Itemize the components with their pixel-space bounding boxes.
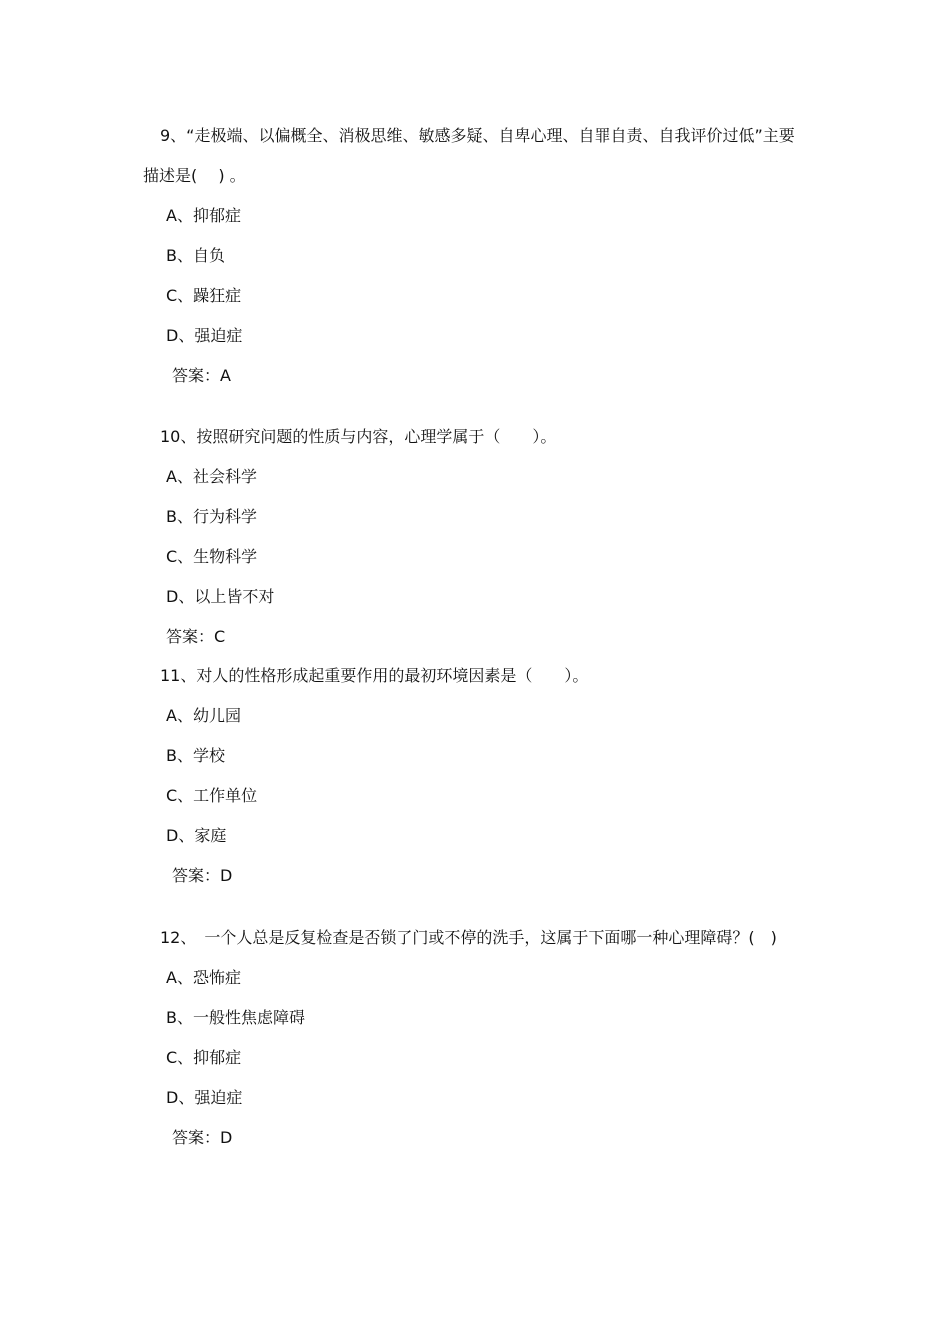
question-9-option-d: D、强迫症 <box>166 326 243 345</box>
question-12-option-b: B、一般性焦虑障碍 <box>166 1008 305 1027</box>
question-12-option-c: C、抑郁症 <box>166 1048 242 1067</box>
question-10-option-c: C、生物科学 <box>166 547 258 566</box>
question-11-answer: 答案：D <box>172 866 233 885</box>
question-12-answer: 答案：D <box>172 1128 233 1147</box>
question-12-stem: 12、 一个人总是反复检查是否锁了门或不停的洗手，这属于下面哪一种心理障碍？( ) <box>160 928 777 947</box>
question-10-option-a: A、社会科学 <box>166 467 257 486</box>
question-12-option-a: A、恐怖症 <box>166 968 241 987</box>
question-9-answer: 答案：A <box>172 366 231 385</box>
question-9-stem-continued: 描述是( ) 。 <box>143 166 246 185</box>
question-11-option-d: D、家庭 <box>166 826 227 845</box>
question-11-option-a: A、幼儿园 <box>166 706 241 725</box>
question-11-stem: 11、对人的性格形成起重要作用的最初环境因素是（ ）。 <box>160 666 589 685</box>
question-9-option-a: A、抑郁症 <box>166 206 241 225</box>
question-10-stem: 10、按照研究问题的性质与内容，心理学属于（ ）。 <box>160 427 557 446</box>
question-11-option-c: C、工作单位 <box>166 786 258 805</box>
question-9-stem: 9、“走极端、以偏概全、消极思维、敏感多疑、自卑心理、自罪自责、自我评价过低”主要 <box>160 126 795 145</box>
question-10-option-d: D、以上皆不对 <box>166 587 275 606</box>
question-9-option-b: B、自负 <box>166 246 225 265</box>
question-10-answer: 答案：C <box>166 627 226 646</box>
question-12-option-d: D、强迫症 <box>166 1088 243 1107</box>
question-10-option-b: B、行为科学 <box>166 507 257 526</box>
question-9-option-c: C、躁狂症 <box>166 286 242 305</box>
question-11-option-b: B、学校 <box>166 746 225 765</box>
